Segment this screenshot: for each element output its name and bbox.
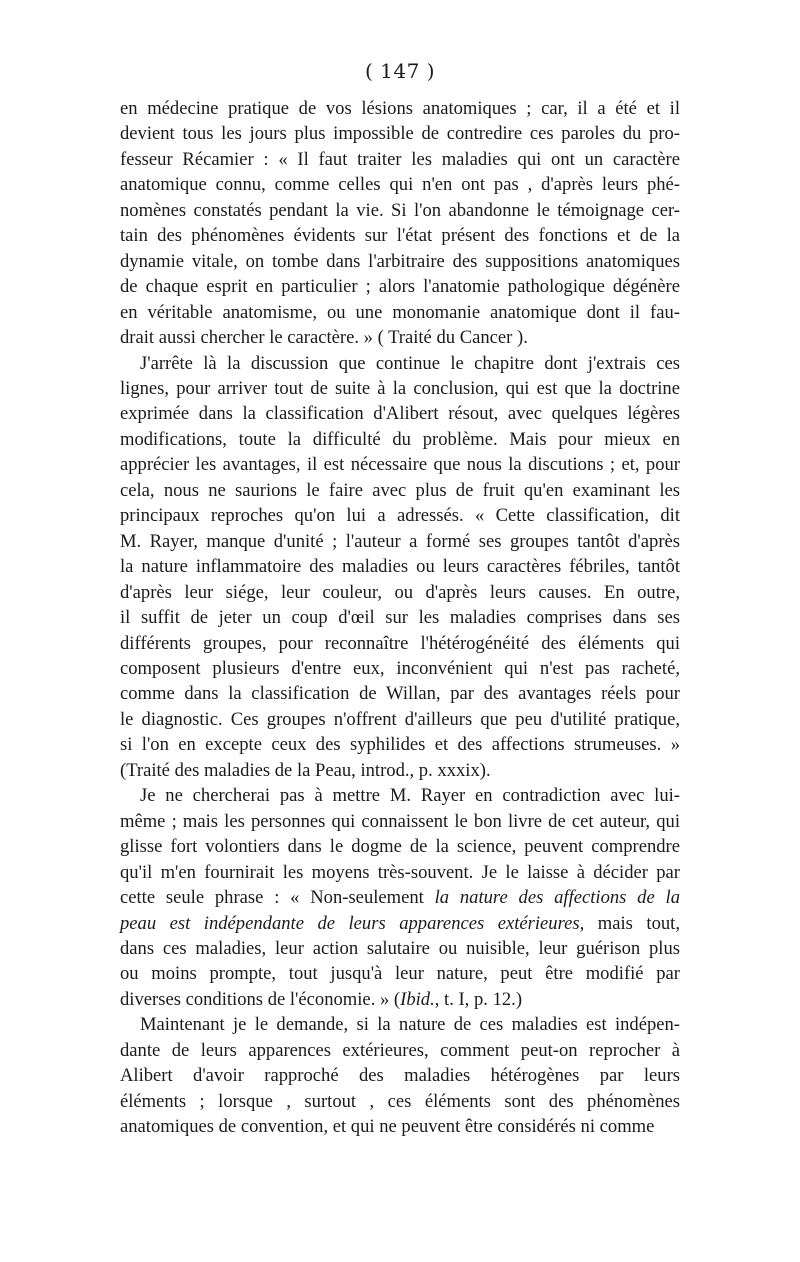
text-line: même ; mais les personnes qui connaissent le bon livre de cet auteur, qui xyxy=(120,810,680,832)
text-line: J'arrête là la discussion que continue le chapitre dont j'extrais ces xyxy=(140,352,680,374)
text-line: comme dans la classification de Willan, par des avantages réels pour xyxy=(120,683,680,705)
text-line: lignes, pour arriver tout de suite à la conclusion, qui est que la doctrine xyxy=(120,377,680,399)
text-line: ou moins prompte, tout jusqu'à leur nature, peut être modifié par xyxy=(120,963,680,985)
text-line: devient tous les jours plus impossible de contredire ces paroles du pro- xyxy=(120,123,680,145)
text-line: diverses conditions de l'économie. » (Ibid., t. I, p. 12.) xyxy=(120,988,523,1010)
text-line: nomènes constatés pendant la vie. Si l'on abandonne le témoignage cer- xyxy=(120,199,680,221)
text-line: modifications, toute la difficulté du problème. Mais pour mieux en xyxy=(120,428,680,450)
text-line: qu'il m'en fournirait les moyens très-souvent. Je le laisse à décider par xyxy=(120,861,680,883)
text-line: tain des phénomènes évidents sur l'état présent des fonctions et de la xyxy=(120,225,680,247)
paragraph-4 xyxy=(120,1012,680,1139)
text-line: en véritable anatomisme, ou une monomanie anatomique dont il fau- xyxy=(120,301,680,323)
book-page xyxy=(120,56,680,1140)
body-text xyxy=(120,96,680,1140)
text-line: éléments ; lorsque , surtout , ces éléments sont des phénomènes xyxy=(120,1090,680,1112)
text-line: Alibert d'avoir rapproché des maladies hétérogènes par leurs xyxy=(120,1065,680,1087)
text-line: dante de leurs apparences extérieures, comment peut-on reprocher à xyxy=(120,1039,680,1061)
text-line: anatomique connu, comme celles qui n'en ont pas , d'après leurs phé- xyxy=(120,174,680,196)
paragraph-3 xyxy=(120,783,680,1012)
text-line: apprécier les avantages, il est nécessaire que nous la discutions ; et, pour xyxy=(120,454,680,476)
text-line: Maintenant je le demande, si la nature de ces maladies est indépen- xyxy=(140,1014,680,1036)
text-line: fesseur Récamier : « Il faut traiter les maladies qui ont un caractère xyxy=(120,148,680,170)
text-line: M. Rayer, manque d'unité ; l'auteur a formé ses groupes tantôt d'après xyxy=(120,530,680,552)
text-line: drait aussi chercher le caractère. » ( Traité du Cancer ). xyxy=(120,327,528,349)
text-line: cette seule phrase : « Non-seulement la nature des affections de la xyxy=(120,887,680,909)
text-line: de chaque esprit en particulier ; alors l'anatomie pathologique dégénère xyxy=(120,276,680,298)
text-line: dans ces maladies, leur action salutaire ou nuisible, leur guérison plus xyxy=(120,937,680,959)
text-line: d'après leur siége, leur couleur, ou d'après leurs causes. En outre, xyxy=(120,581,680,603)
text-line: composent plusieurs d'entre eux, inconvénient qui n'est pas racheté, xyxy=(120,657,680,679)
page-number: ( 147 ) xyxy=(365,59,435,83)
text-line: peau est indépendante de leurs apparences extérieures, mais tout, xyxy=(120,912,680,934)
text-line: anatomiques de convention, et qui ne peuvent être considérés ni comme xyxy=(120,1116,655,1138)
text-line: glisse fort volontiers dans le dogme de la science, peuvent comprendre xyxy=(120,836,680,858)
italic-text: Ibid. xyxy=(400,988,435,1010)
text-line: la nature inflammatoire des maladies ou leurs caractères fébriles, tantôt xyxy=(120,556,680,578)
text-line: il suffit de jeter un coup d'œil sur les maladies comprises dans ses xyxy=(120,607,680,629)
text-line: exprimée dans la classification d'Alibert résout, avec quelques légères xyxy=(120,403,680,425)
text-line: Je ne chercherai pas à mettre M. Rayer en contradiction avec lui- xyxy=(140,785,680,807)
paragraph-2 xyxy=(120,351,680,784)
text-line: si l'on en excepte ceux des syphilides et des affections strumeuses. » xyxy=(120,734,680,756)
text-line: le diagnostic. Ces groupes n'offrent d'ailleurs que peu d'utilité pratique, xyxy=(120,708,680,730)
text-line: en médecine pratique de vos lésions anatomiques ; car, il a été et il xyxy=(120,98,680,119)
text-line: différents groupes, pour reconnaître l'hétérogénéité des éléments qui xyxy=(120,632,680,654)
italic-text: la nature des affections de la xyxy=(434,887,680,909)
paragraph-1 xyxy=(120,96,680,351)
text-line: dynamie vitale, on tombe dans l'arbitraire des suppositions anatomiques xyxy=(120,250,680,272)
text-line: cela, nous ne saurions le faire avec plus de fruit qu'en examinant les xyxy=(120,479,680,501)
text-line: principaux reproches qu'on lui a adressés. « Cette classification, dit xyxy=(120,505,680,527)
text-line: (Traité des maladies de la Peau, introd., p. xxxix). xyxy=(120,759,491,781)
italic-text: peau est indépendante de leurs apparences extérieures, xyxy=(120,912,585,934)
